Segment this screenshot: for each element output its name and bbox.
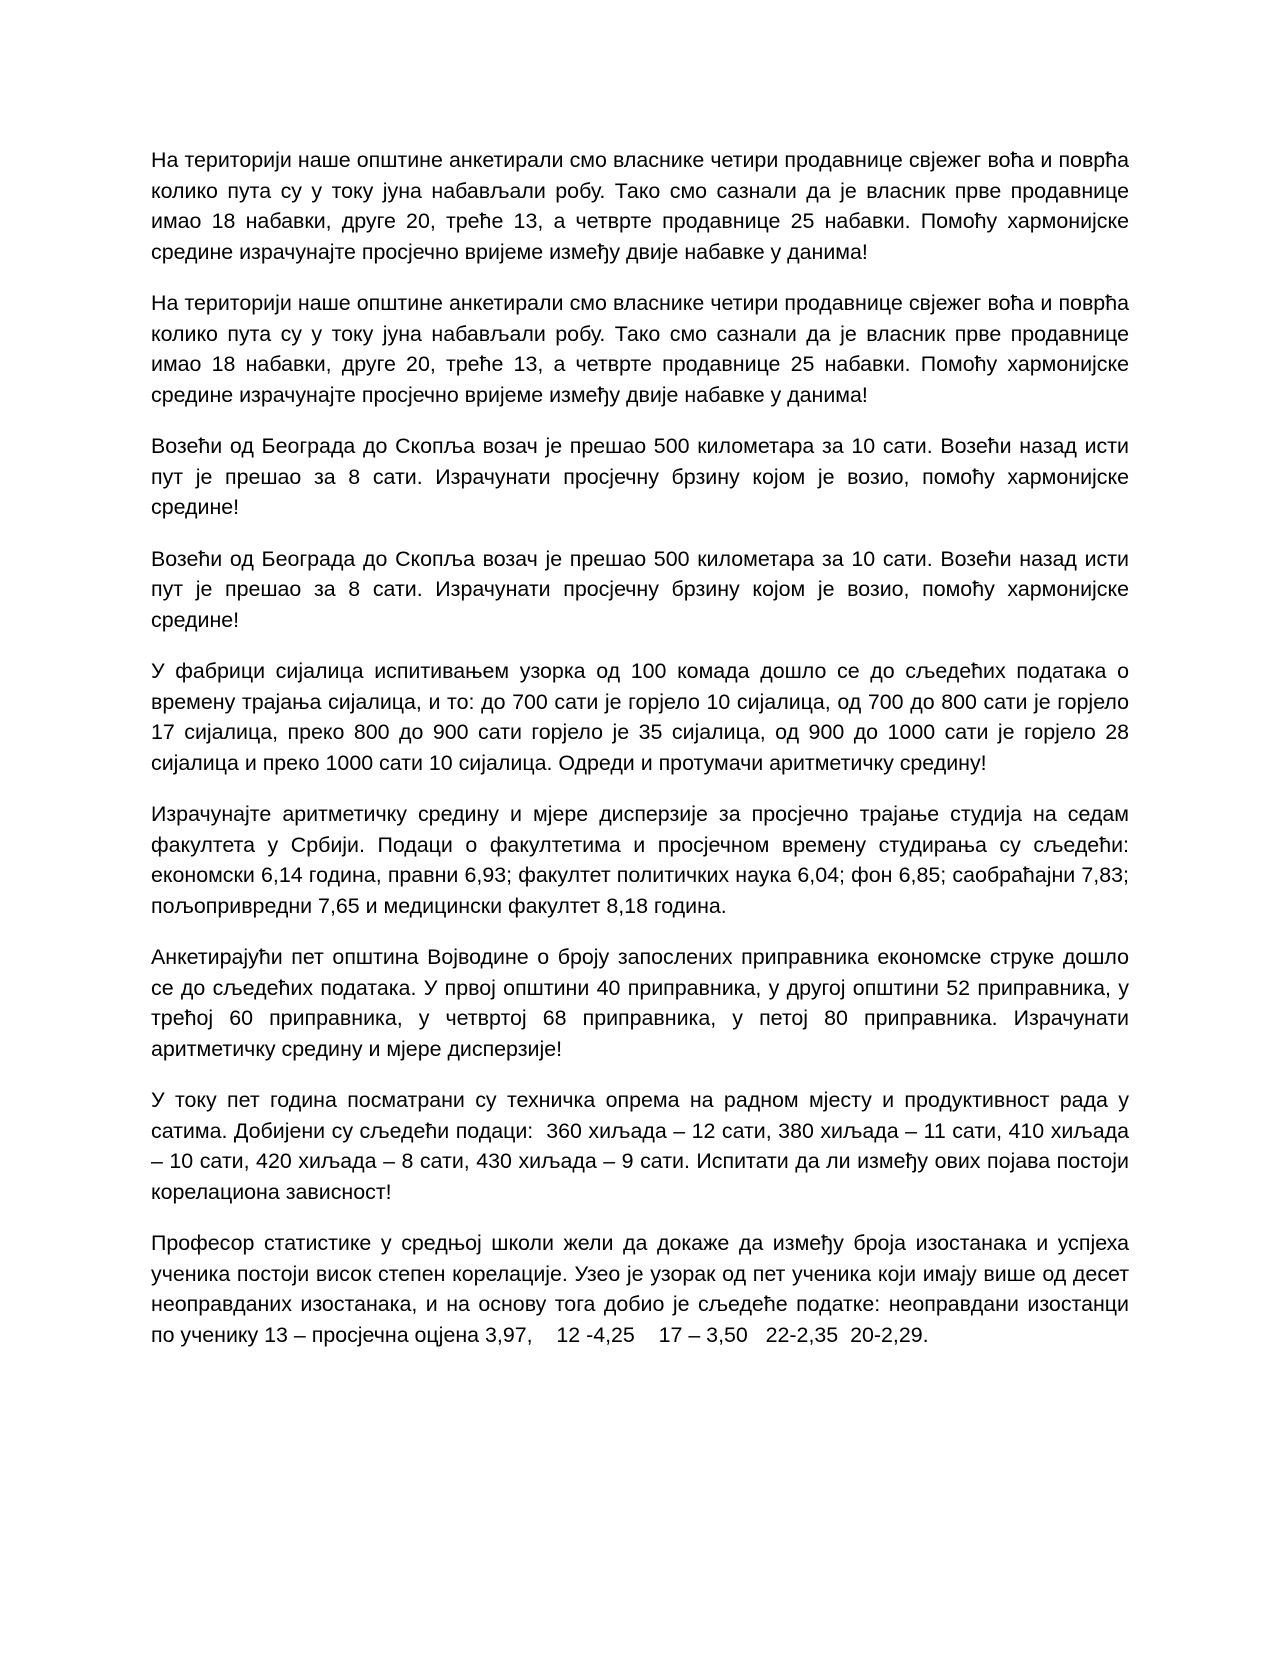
paragraph-6: Израчунајте аритметичку средину и мјере дисперзије за просјечно трајање студија на седам факултета у Србији. Подаци о факултетима и просјечном времену студирања су сљедећи: економски 6,14 година, правни 6,93; факултет политичких наука 6,04; фон 6,85; саобраћајни 7,83; пољопривредни 7,65 и медицински факултет 8,18 година. [151, 802, 1141, 918]
paragraph-3: Возећи од Београда до Скопља возач је прешао 500 километара за 10 сати. Возећи назад исти пут је прешао за 8 сати. Израчунати просјечну брзину којом је возио, помоћу хармонијске средине! [151, 434, 1135, 519]
paragraph-8: У току пет година посматрани су техничка опрема на радном мјесту и продуктивност рада у сатима. Добијени су сљедећи подаци: 360 хиљада – 12 сати, 380 хиљада – 11 сати, 410 хиљада – 10 сати, 420 хиљада – 8 сати, 430 хиљада – 9 сати. Испитати да ли између ових појава постоји корелациона зависност! [151, 1088, 1135, 1204]
paragraph-1: На територији наше општине анкетирали смо власнике четири продавнице свјежег воћа и поврћа колико пута су у току јуна набављали робу. Тако смо сазнали да је власник прве продавнице имао 18 набавки, друге 20, треће 13, а четврте продавнице 25 набавки. Помоћу хармонијске средине израчунајте просјечно вријеме између двије набавке у данима! [151, 148, 1135, 264]
paragraph-2: На територији наше општине анкетирали смо власнике четири продавнице свјежег воћа и поврћа колико пута су у току јуна набављали робу. Тако смо сазнали да је власник прве продавнице имао 18 набавки, друге 20, треће 13, а четврте продавнице 25 набавки. Помоћу хармонијске средине израчунајте просјечно вријеме између двије набавке у данима! [151, 291, 1135, 407]
document-body [151, 145, 1141, 1371]
paragraph-9: Професор статистике у средњој школи жели да докаже да између броја изостанака и успјеха ученика постоји висок степен корелације. Узео је узорак од пет ученика који имају више од десет неоправданих изостанака, и на основу тога добио је сљедеће податке: неоправдани изостанци по ученику 13 – просјечна оцјена 3,97, 12 -4,25 17 – 3,50 22-2,35 20-2,29. [151, 1231, 1135, 1347]
paragraph-4: Возећи од Београда до Скопља возач је прешао 500 километара за 10 сати. Возећи назад исти пут је прешао за 8 сати. Израчунати просјечну брзину којом је возио, помоћу хармонијске средине! [151, 546, 1135, 632]
paragraph-7: Анкетирајући пет општина Војводине о броју запослених приправника економске струке дошло се до сљедећих података. У првој општини 40 приправника, у другој општини 52 приправника, у трећој 60 приправника, у четвртој 68 приправника, у петој 80 приправника. Израчунати аритметичку средину и мјере дисперзије! [151, 945, 1135, 1061]
paragraph-5: У фабрици сијалица испитивањем узорка од 100 комада дошло се до сљедећих података о времену трајања сијалица, и то: до 700 сати је горјело 10 сијалица, од 700 до 800 сати је горјело 17 сијалица, преко 800 до 900 сати горјело је 35 сијалица, од 900 до 1000 сати је горјело 28 сијалица и преко 1000 сати 10 сијалица. Одреди и протумачи аритметичку средину! [151, 659, 1135, 775]
